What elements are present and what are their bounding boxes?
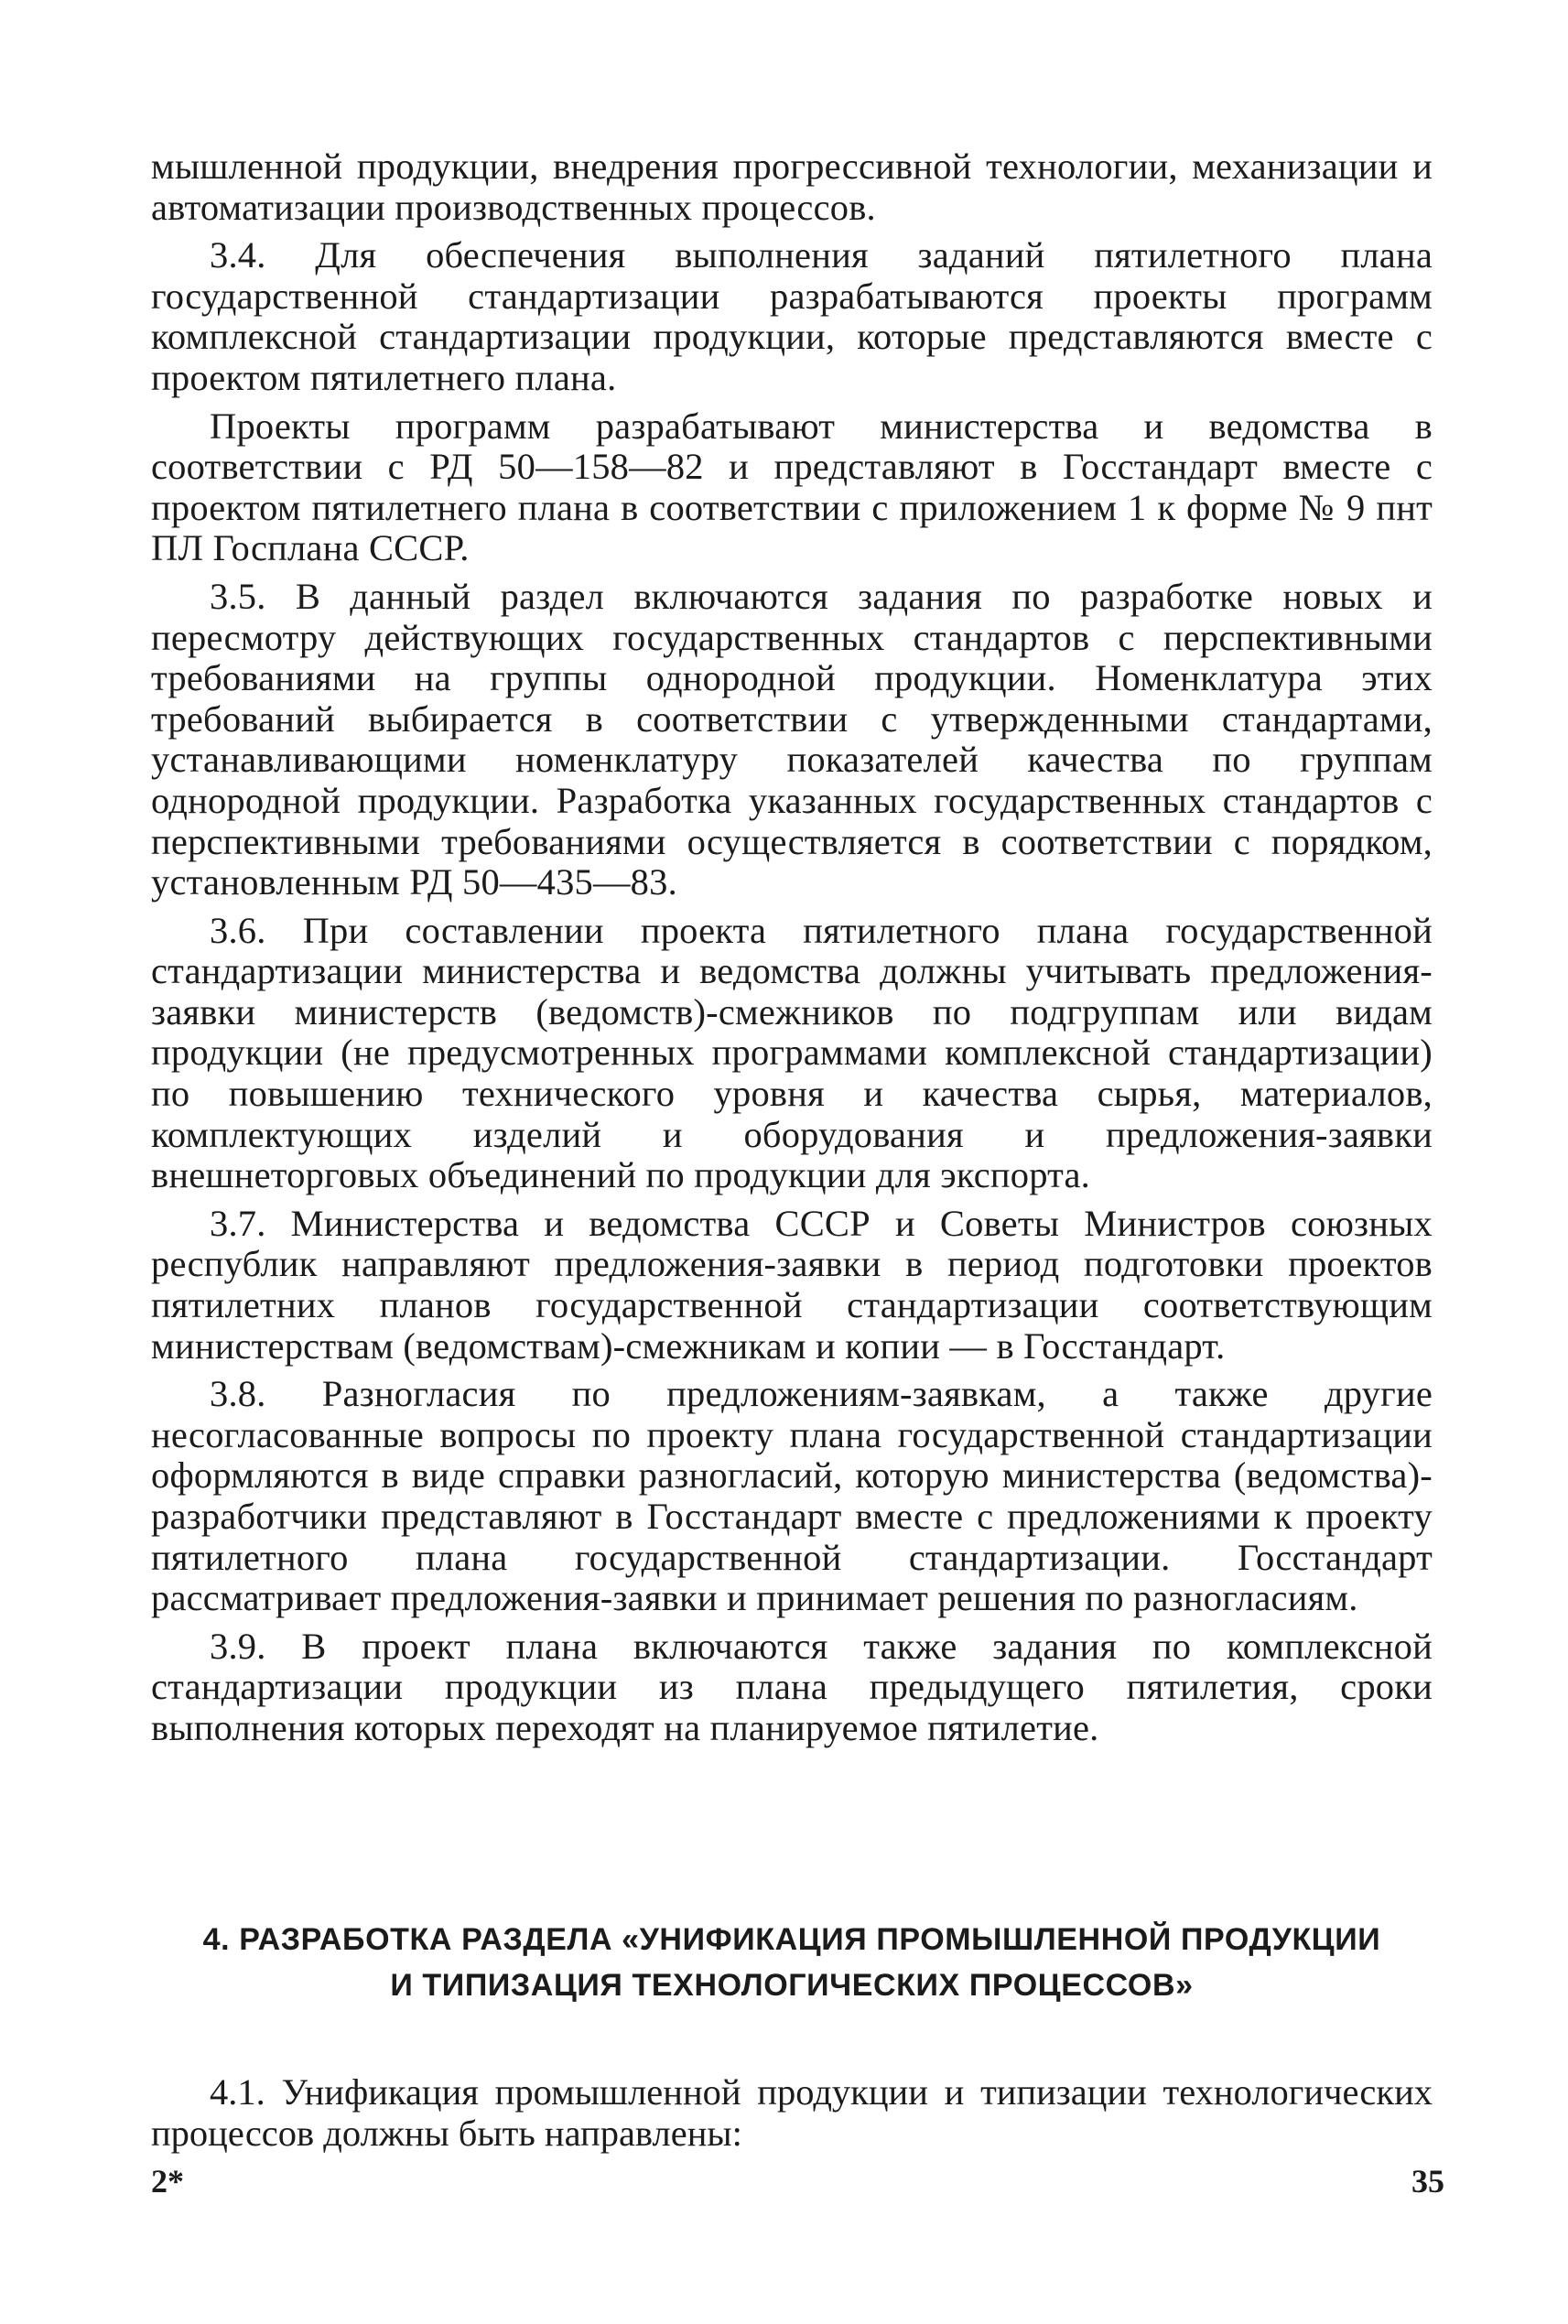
paragraph-programs: Проекты программ разрабатывают министерства и ведомства в соответствии с РД 50—158—82 и представляют в Госстандарт вместе с проектом пятилетнего плана в соответствии с приложением 1 к форме № 9 пнт ПЛ Госплана СССР. [151, 405, 1433, 569]
page-number: 35 [1411, 2163, 1444, 2200]
section-body [151, 2072, 1433, 2154]
paragraph-continuation: мышленной продукции, внедрения прогрессивной технологии, механизации и автоматизации производственных процессов. [151, 146, 1433, 228]
paragraph-3-4: 3.4. Для обеспечения выполнения заданий пятилетного плана государственной стандартизации разрабатываются проекты программ комплексной стандартизации продукции, которые представляются вместе с проектом пятилетнего плана. [151, 234, 1433, 398]
paragraph-4-1: 4.1. Унификация промышленной продукции и типизации технологических процессов должны быть направлены: [151, 2071, 1433, 2154]
paragraph-3-6: 3.6. При составлении проекта пятилетного плана государственной стандартизации министерства и ведомства должны учитывать предложения-заявки министерств (ведомств)-смежников по подгруппам или видам продукции (не предусмотренных программами комплексной стандартизации) по повышению технического уровня и качества сырья, материалов, комплектующих изделий и оборудования и предложения-заявки внешнеторговых объединений по продукции для экспорта. [151, 909, 1433, 1196]
paragraph-3-7: 3.7. Министерства и ведомства СССР и Советы Министров союзных республик направляют предложения-заявки в период подготовки проектов пятилетних планов государственной стандартизации соответствующим министерствам (ведомствам)-смежникам и копии — в Госстандарт. [151, 1202, 1433, 1367]
section-heading-line-1: 4. РАЗРАБОТКА РАЗДЕЛА «УНИФИКАЦИЯ ПРОМЫШЛЕННОЙ ПРОДУКЦИИ [202, 1922, 1381, 1957]
paragraph-3-9: 3.9. В проект плана включаются также задания по комплексной стандартизации продукции из плана предыдущего пятилетия, сроки выполнения которых переходят на планируемое пятилетие. [151, 1625, 1433, 1748]
page-footer [151, 2162, 1444, 2200]
body-text [151, 146, 1433, 1749]
paragraph-3-8: 3.8. Разногласия по предложениям-заявкам, а также другие несогласованные вопросы по проекту плана государственной стандартизации оформляются в виде справки разногласий, которую министерства (ведомства)-разработчики представляют в Госстандарт вместе с предложениями к проекту пятилетного плана государственной стандартизации. Госстандарт рассматривает предложения-заявки и принимает решения по разногласиям. [151, 1373, 1433, 1619]
paragraph-3-5: 3.5. В данный раздел включаются задания по разработке новых и пересмотру действующих государственных стандартов с перспективными требованиями на группы однородной продукции. Номенклатура этих требований выбирается в соответствии с утвержденными стандартами, устанавливающими номенклатуру показателей качества по группам однородной продукции. Разработка указанных государственных стандартов с перспективными требованиями осуществляется в соответствии с порядком, установленным РД 50—435—83. [151, 575, 1433, 903]
signature-mark: 2* [151, 2163, 184, 2200]
section-heading-line-2: И ТИПИЗАЦИЯ ТЕХНОЛОГИЧЕСКИХ ПРОЦЕССОВ» [390, 1968, 1194, 2003]
section-heading [151, 1917, 1433, 2008]
